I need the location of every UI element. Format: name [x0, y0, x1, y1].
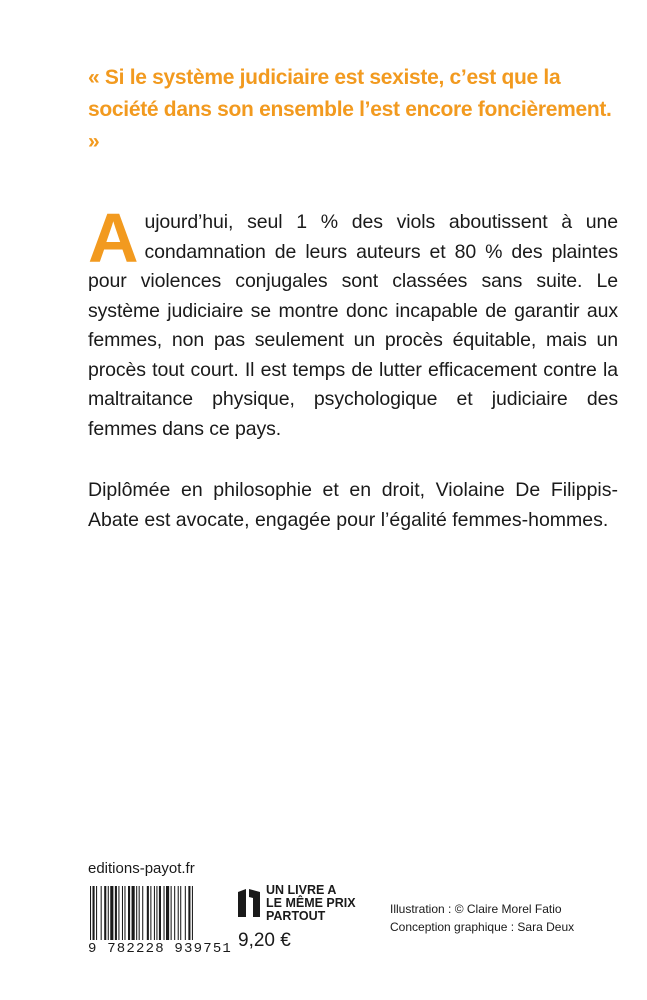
- credits: [390, 900, 630, 936]
- prix-unique-label: [266, 884, 376, 923]
- summary-text: ujourd’hui, seul 1 % des viols aboutissent à une condamnation de leurs auteurs et 80 % des plaintes pour violences conjugales sont classées sans suite. Le système judiciaire se montre donc incapable de garantir aux femmes, non pas seulement un procès équitable, mais un procès tout court. Il est temps de lutter efficacement contre la maltraitance physique, psychologique et judiciaire des femmes dans ce pays.: [88, 211, 618, 440]
- author-bio: Diplômée en philosophie et en droit, Violaine De Filippis-Abate est avocate, engagée pour l’égalité femmes-hommes.: [88, 479, 618, 531]
- isbn-barcode: [88, 886, 233, 966]
- summary-paragraph: [88, 199, 618, 444]
- drop-cap: A: [88, 199, 139, 277]
- prix-unique-logo-icon: [236, 888, 262, 918]
- publisher-website[interactable]: editions-payot.fr: [88, 860, 195, 877]
- barcode-icon: [88, 886, 228, 940]
- isbn-digits: 9 782228 939751: [88, 941, 233, 957]
- prix-line-3: PARTOUT: [266, 909, 326, 923]
- back-cover-quote: « Si le système judiciaire est sexiste, c’est que la société dans son ensemble l’est encore foncièrement. »: [88, 66, 612, 153]
- design-credit: Conception graphique : Sara Deux: [390, 920, 575, 934]
- prix-line-1: UN LIVRE A: [266, 883, 337, 897]
- illustration-credit: Illustration : © Claire Morel Fatio: [390, 902, 562, 916]
- book-price: 9,20 €: [238, 930, 291, 951]
- prix-line-2: LE MÊME PRIX: [266, 896, 356, 910]
